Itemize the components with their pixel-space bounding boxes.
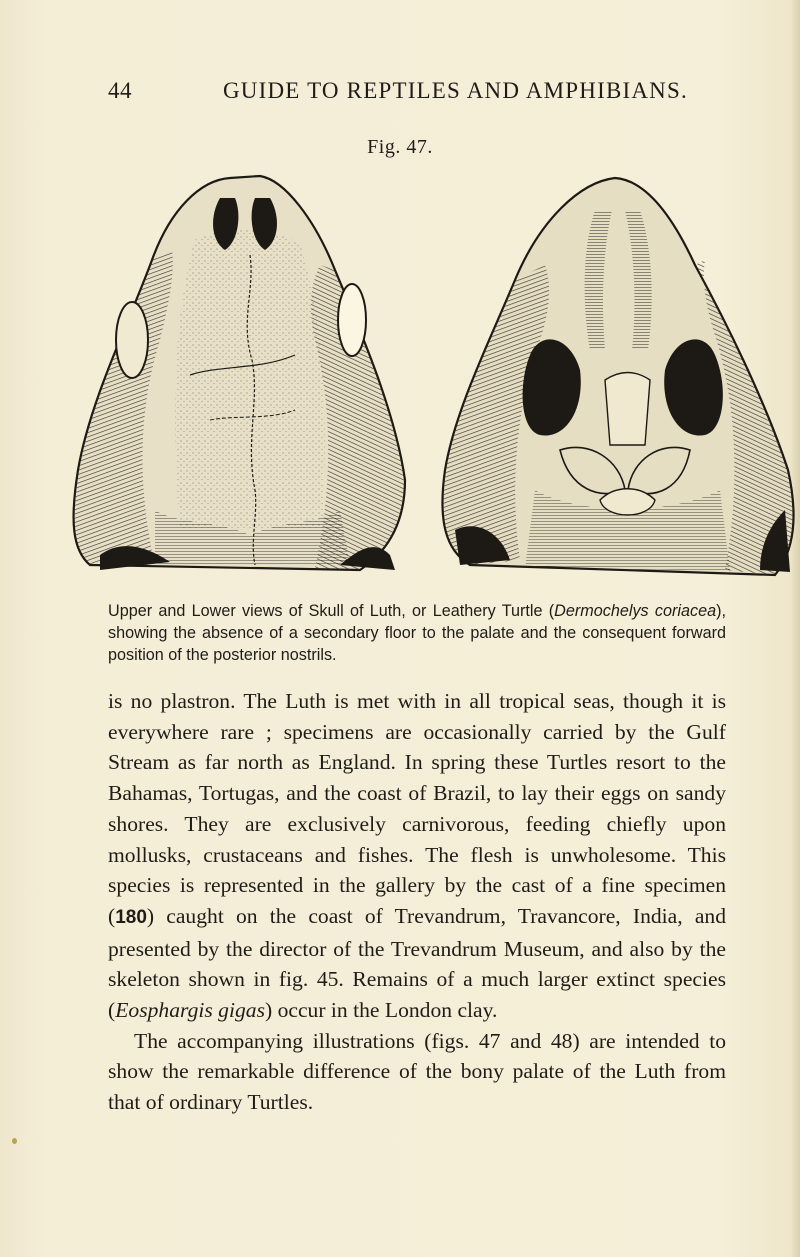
body-text: [108, 686, 726, 1118]
skull-lower-view: [442, 178, 793, 575]
page-spot-mark: [12, 1138, 17, 1144]
paragraph-2: The accompanying illustrations (figs. 47 and 48) are intended to show the remarkable difference of the bony palate of the Luth from that of ordinary Turtles.: [108, 1028, 726, 1115]
paragraph-1-part-b: ) caught on the coast of Trevandrum, Travancore, India, and presented by the director of the Trevandrum Museum, and also by the skeleton shown in fig. 45. Remains of a much larger extinct species (: [108, 903, 726, 1023]
caption-species-name: Dermochelys coriacea: [554, 602, 717, 620]
paragraph-1-part-a: is no plastron. The Luth is met with in all tropical seas, though it is everywhere rare ; specimens are occasionally carried by the Gulf Stream as far north as England. In spring these Turtles resort to the Bahamas, Tortugas, and the coast of Brazil, to lay their eggs on sandy shores. They are exclusively carnivorous, feeding chiefly upon mollusks, crustaceans and fishes. The flesh is unwholesome. This species is represented in the gallery by the cast of a fine specimen (: [108, 689, 726, 928]
caption-text-end: ), showing the absence of a secondary floor to the palate and the consequent forward position of the posterior nostrils.: [108, 602, 726, 664]
figure-label: Fig. 47.: [367, 136, 433, 158]
specimen-number: 180: [115, 906, 147, 928]
caption-text-start: Upper and Lower views of Skull of Luth, or Leathery Turtle (: [108, 602, 555, 620]
paragraph-1-part-c: ) occur in the London clay.: [264, 998, 498, 1023]
running-title: GUIDE TO REPTILES AND AMPHIBIANS.: [223, 78, 688, 103]
skull-illustration: [60, 170, 798, 590]
figure-caption: [108, 600, 726, 666]
skull-upper-view: [74, 176, 405, 570]
running-head: [0, 78, 800, 108]
page-number: 44: [108, 78, 132, 103]
paragraph-1: [108, 686, 726, 1026]
extinct-species-name: Eosphargis gigas: [115, 998, 265, 1023]
